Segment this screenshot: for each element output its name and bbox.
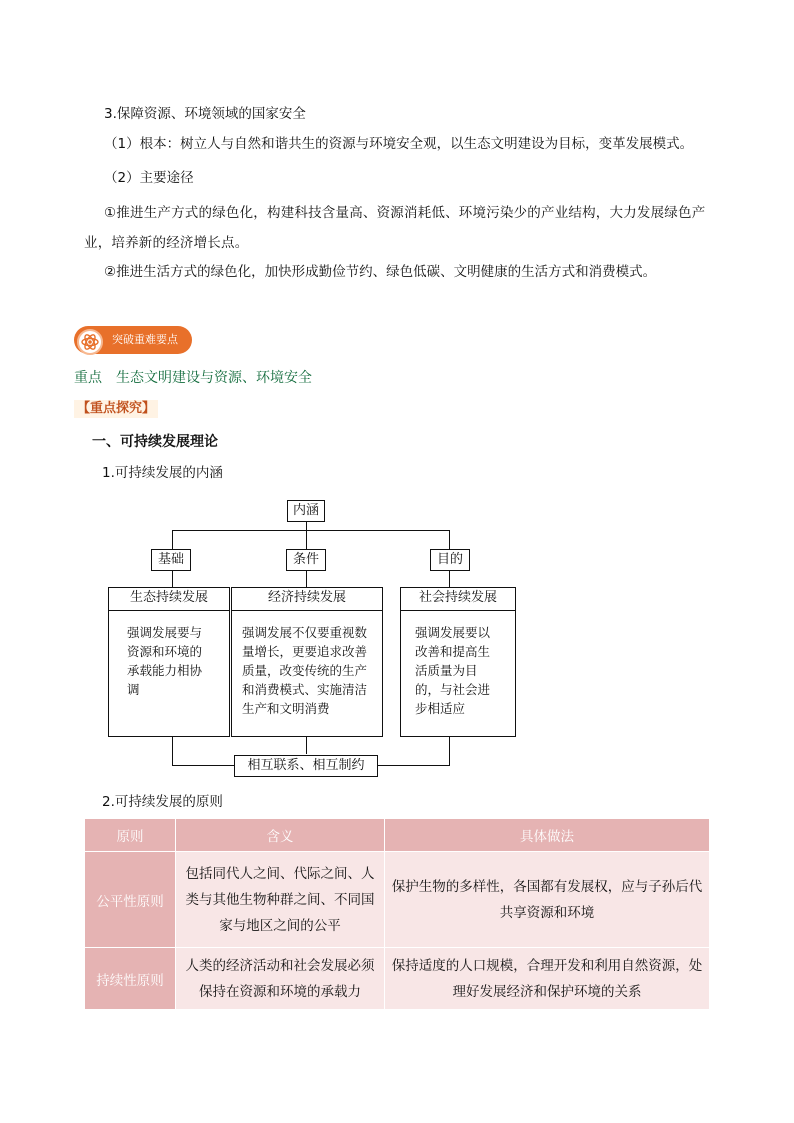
economic-box <box>231 587 383 737</box>
table-row <box>85 948 710 1010</box>
bottom-relation: 相互联系、相互制约 <box>234 755 378 777</box>
section-heading: 3.保障资源、环境领域的国家安全 <box>104 106 306 122</box>
focus-title: 重点 生态文明建设与资源、环境安全 <box>74 370 312 386</box>
principles-table <box>84 818 710 1010</box>
subheading-principles: 2.可持续发展的原则 <box>102 794 223 810</box>
principle-cell: 持续性原则 <box>85 948 176 1010</box>
social-box <box>400 587 516 737</box>
section-banner <box>74 326 192 354</box>
point-lifestyle: ②推进生活方式的绿色化，加快形成勤俭节约、绿色低碳、文明健康的生活方式和消费模式。 <box>104 264 657 280</box>
subheading-connotation: 1.可持续发展的内涵 <box>102 465 223 481</box>
banner-label: 突破重难要点 <box>112 333 178 346</box>
item-main-paths: （2）主要途径 <box>104 170 194 186</box>
header-principle: 原则 <box>85 819 176 852</box>
root-node: 内涵 <box>287 500 325 522</box>
theory-heading: 一、可持续发展理论 <box>92 434 218 450</box>
atom-icon <box>77 329 103 355</box>
ecological-box <box>108 587 230 737</box>
ecological-body: 强调发展要与资源和环境的承载能力相协调 <box>127 625 203 697</box>
table-header-row <box>85 819 710 852</box>
item-root: （1）根本：树立人与自然和谐共生的资源与环境安全观，以生态文明建设为目标，变革发展模式。 <box>104 136 694 152</box>
branch-purpose: 目的 <box>430 549 470 571</box>
header-practice: 具体做法 <box>385 819 710 852</box>
principle-cell: 公平性原则 <box>85 852 176 948</box>
practice-cell: 保持适度的人口规模，合理开发和利用自然资源，处理好发展经济和保护环境的关系 <box>385 948 710 1010</box>
explore-tag: 【重点探究】 <box>74 400 158 418</box>
table-row <box>85 852 710 948</box>
point-production: ①推进生产方式的绿色化，构建科技含量高、资源消耗低、环境污染少的产业结构，大力发展绿色产业，培养新的经济增长点。 <box>84 205 706 251</box>
meaning-cell: 人类的经济活动和社会发展必须保持在资源和环境的承载力 <box>176 948 385 1010</box>
economic-title: 经济持续发展 <box>232 588 382 611</box>
header-meaning: 含义 <box>176 819 385 852</box>
ecological-title: 生态持续发展 <box>109 588 229 611</box>
social-title: 社会持续发展 <box>401 588 515 611</box>
social-body: 强调发展要以改善和提高生活质量为目的，与社会进步相适应 <box>415 625 491 716</box>
branch-condition: 条件 <box>286 549 326 571</box>
economic-body: 强调发展不仅要重视数量增长，更要追求改善质量，改变传统的生产和消费模式、实施清洁生产和文明消费 <box>242 625 368 716</box>
branch-basis: 基础 <box>151 549 191 571</box>
meaning-cell: 包括同代人之间、代际之间、人类与其他生物种群之间、不同国家与地区之间的公平 <box>176 852 385 948</box>
practice-cell: 保护生物的多样性，各国都有发展权，应与子孙后代共享资源和环境 <box>385 852 710 948</box>
